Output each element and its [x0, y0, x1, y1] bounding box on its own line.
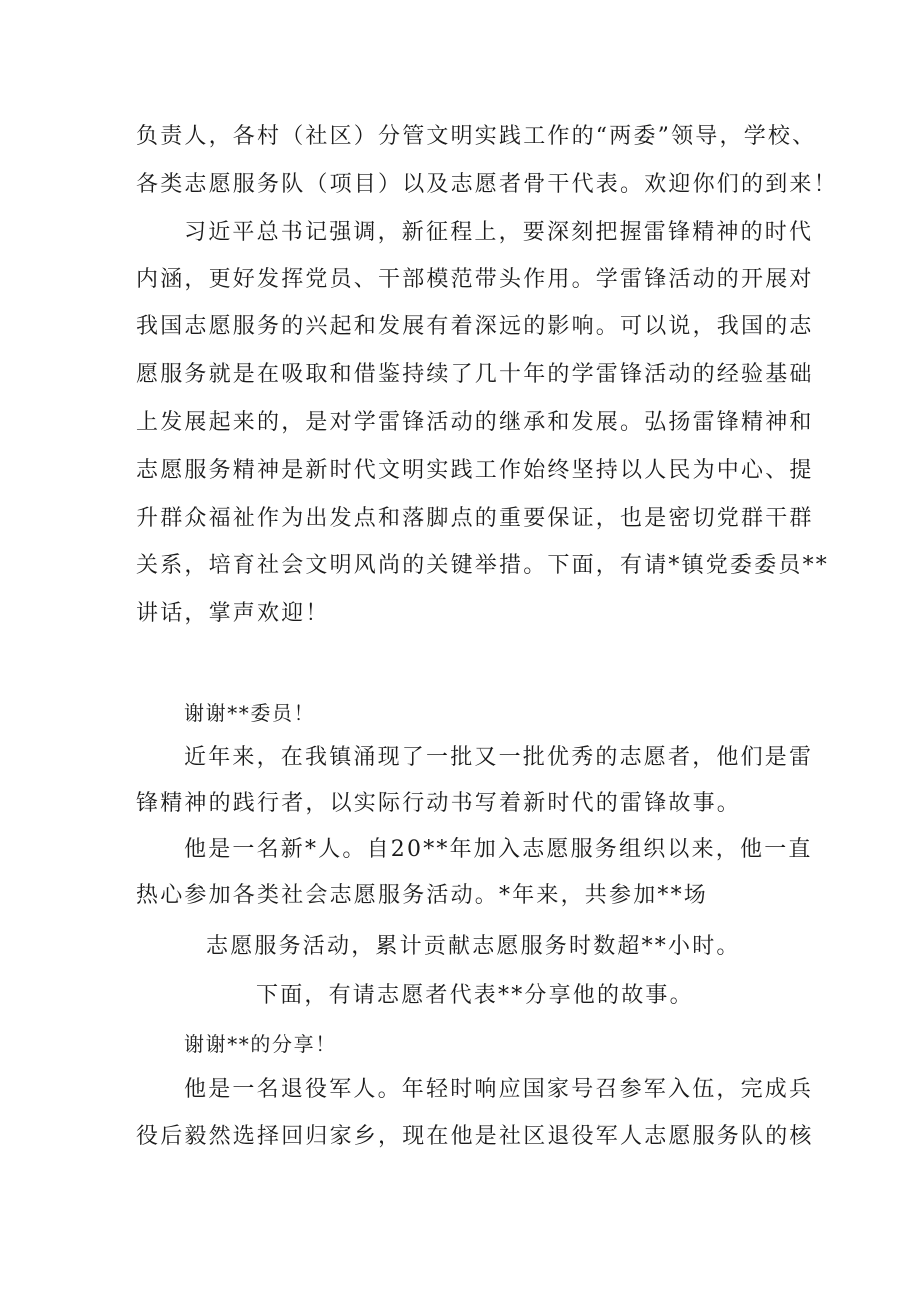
text-line: 讲话，掌声欢迎！: [136, 601, 330, 626]
text-line: 役后毅然选择回归家乡，现在他是社区退役军人志愿服务队的核: [136, 1124, 814, 1149]
text-line: 谢谢**委员！: [184, 701, 316, 725]
text-line: 近年来，在我镇涌现了一批又一批优秀的志愿者，他们是雷: [184, 745, 814, 770]
text-line: 关系，培育社会文明风尚的关键举措。下面，有请*镇党委委员**: [136, 553, 830, 578]
text-line: 志愿服务活动，累计贡献志愿服务时数超**小时。: [206, 934, 741, 959]
text-line: 志愿服务精神是新时代文明实践工作始终坚持以人民为中心、提: [136, 458, 814, 483]
text-line: 升群众福祉作为出发点和落脚点的重要保证，也是密切党群干群: [136, 506, 814, 531]
text-line: 他是一名新*人。自20**年加入志愿服务组织以来，他一直: [184, 837, 813, 862]
text-line: 谢谢**的分享！: [184, 1032, 337, 1056]
text-line: 各类志愿服务队（项目）以及志愿者骨干代表。欢迎你们的到来！: [136, 172, 838, 197]
text-line: 他是一名退役军人。年轻时响应国家号召参军入伍，完成兵: [184, 1077, 814, 1102]
text-line: 习近平总书记强调，新征程上，要深刻把握雷锋精神的时代: [184, 220, 814, 245]
text-line: 愿服务就是在吸取和借鉴持续了几十年的学雷锋活动的经验基础: [136, 362, 814, 387]
text-line: 上发展起来的，是对学雷锋活动的继承和发展。弘扬雷锋精神和: [136, 410, 814, 435]
text-line: 我国志愿服务的兴起和发展有着深远的影响。可以说，我国的志: [136, 314, 814, 339]
text-line: 内涵，更好发挥党员、干部模范带头作用。学雷锋活动的开展对: [136, 267, 814, 292]
text-line: 下面，有请志愿者代表**分享他的故事。: [256, 983, 694, 1008]
text-line: 热心参加各类社会志愿服务活动。*年来，共参加**场: [136, 883, 709, 908]
text-line: 负责人，各村（社区）分管文明实践工作的“两委”领导，学校、: [136, 124, 817, 149]
text-line: 锋精神的践行者，以实际行动书写着新时代的雷锋故事。: [136, 791, 742, 816]
